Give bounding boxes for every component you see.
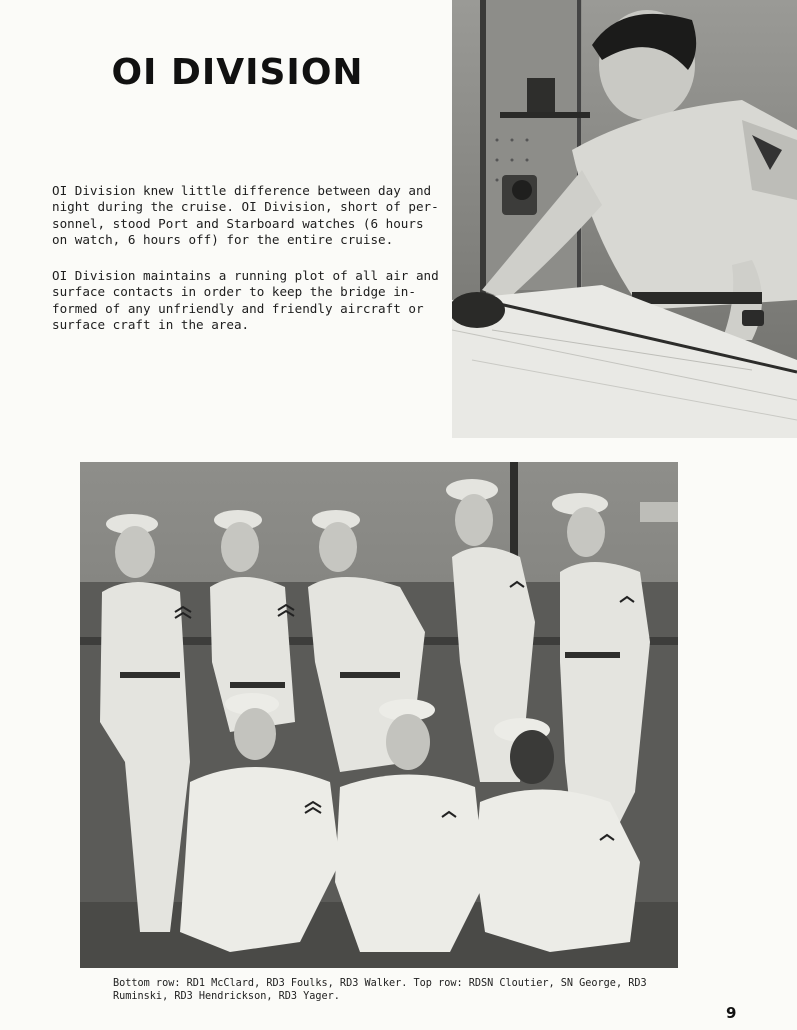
text-line: OI Division maintains a running plot of all air and bbox=[52, 268, 439, 283]
division-group-photo bbox=[80, 462, 678, 968]
plot-paragraph bbox=[52, 268, 439, 334]
text-line: surface contacts in order to keep the bridge in- bbox=[52, 284, 416, 300]
plotting-table-photo bbox=[452, 0, 797, 438]
intro-paragraph bbox=[52, 183, 439, 249]
text-line: night during the cruise. OI Division, short of per- bbox=[52, 199, 439, 215]
text-line: on watch, 6 hours off) for the entire cruise. bbox=[52, 232, 394, 248]
caption-line: Bottom row: RD1 McClard, RD3 Foulks, RD3 Walker. Top row: RDSN Cloutier, SN George, RD3 bbox=[113, 978, 647, 989]
text-line: formed of any unfriendly and friendly aircraft or bbox=[52, 300, 424, 316]
photo-caption bbox=[113, 977, 673, 1003]
caption-line: Ruminski, RD3 Hendrickson, RD3 Yager. bbox=[113, 991, 340, 1002]
text-line: sonnel, stood Port and Starboard watches (6 hours bbox=[52, 215, 424, 231]
page-number: 9 bbox=[726, 1004, 737, 1022]
text-line: OI Division knew little difference between day and bbox=[52, 183, 432, 198]
text-line: surface craft in the area. bbox=[52, 317, 250, 333]
page-title: OI DIVISION bbox=[111, 52, 364, 93]
